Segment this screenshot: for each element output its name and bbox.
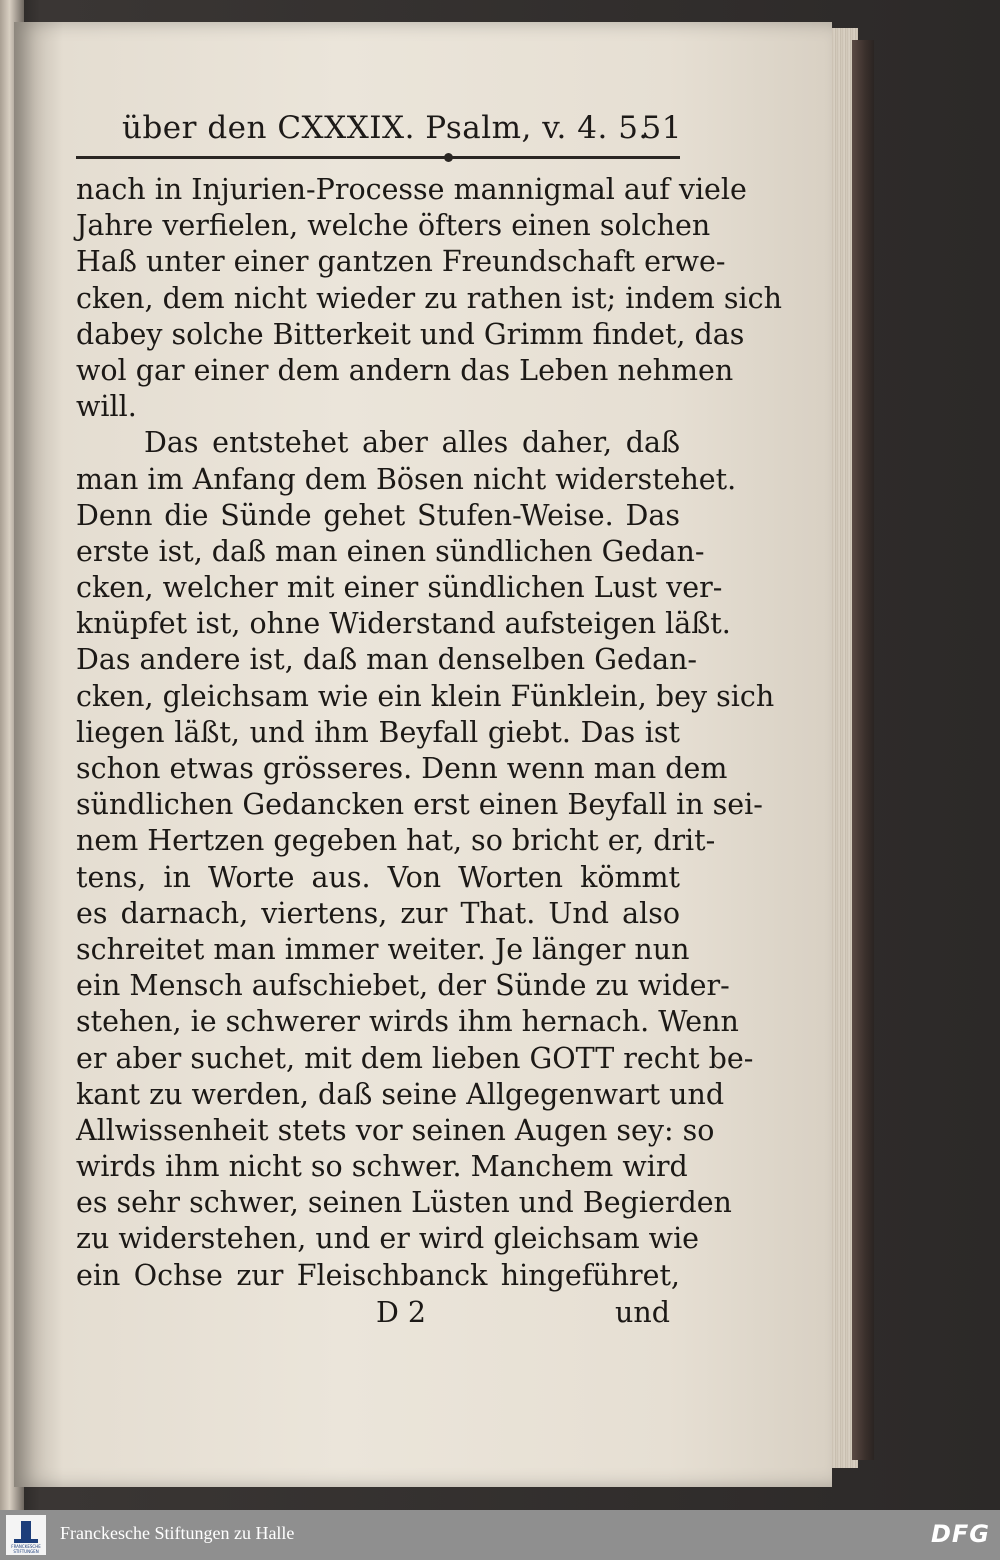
text-line: Jahre verfielen, welche öfters einen solchen — [76, 209, 711, 243]
logo-text: FRANCKESCHE STIFTUNGEN — [11, 1544, 41, 1554]
text-line: er aber suchet, mit dem lieben GOTT recht be- — [76, 1041, 754, 1075]
tower-base-icon — [14, 1539, 38, 1543]
text-line: Denn die Sünde gehet Stufen-Weise. Das — [76, 498, 680, 532]
catchword: und — [615, 1296, 670, 1329]
dfg-logo[interactable]: DFG — [930, 1520, 990, 1548]
page-footer-line — [76, 1296, 680, 1334]
text-line: ein Mensch aufschiebet, der Sünde zu wider- — [76, 969, 730, 1003]
text-line: es darnach, viertens, zur That. Und also — [76, 896, 680, 930]
text-line: Haß unter einer gantzen Freundschaft erwe- — [76, 245, 726, 279]
institution-name[interactable]: Franckesche Stiftungen zu Halle — [60, 1523, 295, 1543]
text-line: knüpfet ist, ohne Widerstand aufsteigen läßt. — [76, 607, 731, 641]
page-header — [122, 104, 682, 156]
text-line: nem Hertzen gegeben hat, so bricht er, drit- — [76, 824, 716, 858]
text-line: cken, gleichsam wie ein klein Fünklein, bey sich — [76, 679, 775, 713]
text-line: wol gar einer dem andern das Leben nehmen — [76, 353, 734, 387]
tower-icon — [21, 1521, 31, 1541]
text-line: es sehr schwer, seinen Lüsten und Begierden — [76, 1186, 732, 1220]
signature-mark: D 2 — [376, 1296, 427, 1329]
text-line: cken, dem nicht wieder zu rathen ist; indem sich — [76, 281, 782, 315]
franckesche-stiftungen-logo[interactable] — [6, 1515, 46, 1555]
paragraph-start-line: Das entstehet aber alles daher, daß — [144, 426, 680, 460]
rule-ornament — [444, 153, 453, 162]
text-line: cken, welcher mit einer sündlichen Lust ver- — [76, 571, 723, 605]
text-line: erste ist, daß man einen sündlichen Gedan- — [76, 534, 705, 568]
text-line: wirds ihm nicht so schwer. Manchem wird — [76, 1150, 688, 1184]
text-line: zu widerstehen, und er wird gleichsam wie — [76, 1222, 700, 1256]
text-line: ein Ochse zur Fleischbanck hingeführet, — [76, 1258, 680, 1292]
text-line: man im Anfang dem Bösen nicht widerstehet. — [76, 462, 737, 496]
text-line: schon etwas grösseres. Denn wenn man dem — [76, 752, 728, 785]
text-line: stehen, ie schwerer wirds ihm hernach. Wenn — [76, 1005, 739, 1039]
text-line: dabey solche Bitterkeit und Grimm findet, das — [76, 317, 745, 351]
text-line: Allwissenheit stets vor seinen Augen sey: so — [76, 1113, 715, 1147]
page-number: 51 — [641, 110, 682, 146]
body-text — [76, 172, 782, 1294]
text-line: schreitet man immer weiter. Je länger nun — [76, 932, 690, 966]
text-line: Das andere ist, daß man denselben Gedan- — [76, 643, 698, 677]
header-rule — [76, 156, 680, 159]
text-line: kant zu werden, daß seine Allgegenwart und — [76, 1077, 725, 1111]
text-line: will. — [76, 390, 137, 424]
text-line: tens, in Worte aus. Von Worten kömmt — [76, 860, 680, 894]
running-title: über den CXXXIX. Psalm, v. 4. 5. — [122, 110, 649, 146]
text-line: liegen läßt, und ihm Beyfall giebt. Das ist — [76, 715, 680, 749]
text-line: sündlichen Gedancken erst einen Beyfall in sei- — [76, 788, 763, 822]
book-cover-edge — [852, 40, 874, 1460]
viewer-footer-bar — [0, 1510, 1000, 1560]
text-line: nach in Injurien-Processe mannigmal auf viele — [76, 173, 747, 206]
